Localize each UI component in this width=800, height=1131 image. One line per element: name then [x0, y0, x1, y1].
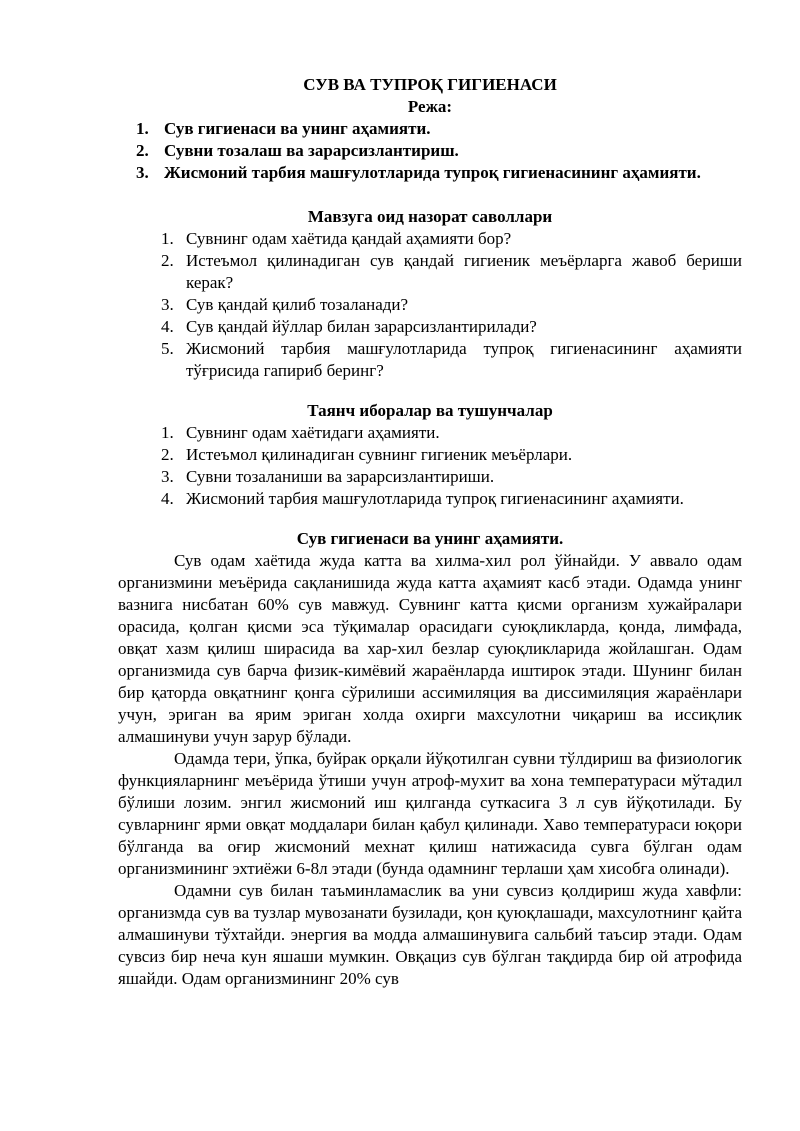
plan-item-number: 3.: [136, 163, 149, 182]
question-text: Сувнинг одам хаётида қандай аҳамияти бор?: [186, 229, 512, 248]
term-text: Сувни тозаланиши ва зарарсизлантириши.: [186, 467, 495, 486]
plan-item-number: 2.: [136, 141, 149, 160]
question-item: [118, 338, 742, 382]
plan-item: [118, 118, 742, 140]
question-text: Сув қандай қилиб тозаланади?: [186, 295, 409, 314]
term-number: 3.: [161, 467, 174, 486]
term-text: Истеъмол қилинадиган сувнинг гигиеник меъёрлари.: [186, 445, 573, 464]
question-item: [118, 250, 742, 294]
body-paragraph: Сув одам хаётида жуда катта ва хилма-хил рол ўйнайди. У аввало одам организмини меъёрида сақланишида жуда катта аҳамият касб этади. Одамда унинг вазнига нисбатан 60% сув мавжуд. Сувнинг катта қисми организм хужайралари орасида, қолган қисми эса тўқималар орасидаги суюқликларда, қонда, лимфада, овқат хазм қилиш ширасида ва хар-хил безлар суюқликларида жойлашган. Одам организмида сув барча физик-кимёвий жараёнларда иштирок этади. Шунинг билан бир қаторда овқатнинг қонга сўрилиши ассимиляция ва диссимиляция жараёнлари учун, эриган ва ярим эриган холда охирги махсулотни чиқариш ва иссиқлик алмашинуви учун зарур бўлади.: [118, 551, 742, 746]
question-text: Истеъмол қилинадиган сув қандай гигиеник меъёрларга жавоб бериши керак?: [186, 251, 742, 292]
term-number: 1.: [161, 423, 174, 442]
terms-heading: Таянч иборалар ва тушунчалар: [307, 401, 553, 420]
question-number: 4.: [161, 317, 174, 336]
plan-item-text: Жисмоний тарбия машғулотларида тупроқ гигиенасининг аҳамияти.: [164, 163, 701, 182]
term-item: [118, 444, 742, 466]
question-text: Жисмоний тарбия машғулотларида тупроқ гигиенасининг аҳамияти тўғрисида гапириб беринг?: [186, 339, 742, 380]
term-text: Жисмоний тарбия машғулотларида тупроқ гигиенасининг аҳамияти.: [186, 489, 684, 508]
question-number: 5.: [161, 339, 174, 358]
spacer: [118, 382, 742, 400]
plan-item: [118, 162, 742, 184]
question-number: 3.: [161, 295, 174, 314]
question-item: [118, 316, 742, 338]
term-item: [118, 488, 742, 510]
body-paragraph: Одамни сув билан таъминламаслик ва уни сувсиз қолдириш жуда хавфли: организмда сув ва тузлар мувозанати бузилади, қон қуюқлашади, махсулотнинг қайта алмашинуви тўхтайди. энергия ва модда алмашинувига сальбий таъсир этади. Одам сувсиз бир неча кун яшаши мумкин. Овқациз сув бўлган тақдирда бир ой атрофида яшайди. Одам организмининг 20% сув: [118, 881, 742, 988]
spacer: [118, 510, 742, 528]
question-number: 1.: [161, 229, 174, 248]
terms-list: [118, 422, 742, 510]
question-number: 2.: [161, 251, 174, 270]
questions-heading: Мавзуга оид назорат саволлари: [307, 207, 553, 226]
question-item: [118, 228, 742, 250]
plan-item-number: 1.: [136, 119, 149, 138]
questions-list: [118, 228, 742, 382]
term-item: [118, 422, 742, 444]
term-number: 4.: [161, 489, 174, 508]
spacer: [118, 184, 742, 206]
document-page: [118, 74, 742, 990]
section-heading: Сув гигиенаси ва унинг аҳамияти.: [296, 529, 564, 548]
body-paragraph: Одамда тери, ўпка, буйрак орқали йўқотилган сувни тўлдириш ва физиологик функцияларнинг меъёрида ўтиши учун атроф-мухит ва хона температураси мўтадил бўлиши лозим. энгил жисмоний иш қилганда суткасига 3 л сув йўқотилади. Бу сувларнинг ярми овқат моддалари билан қабул қилинади. Хаво температураси юқори бўлганда ва оғир жисмоний мехнат қилиш натижасида сувга бўлган одам организмининг эхтиёжи 6-8л этади (бунда одамнинг терлаши ҳам хисобга олинади).: [118, 749, 742, 878]
term-number: 2.: [161, 445, 174, 464]
document-title: СУВ ВА ТУПРОҚ ГИГИЕНАСИ: [303, 75, 557, 94]
question-item: [118, 294, 742, 316]
plan-list: [118, 118, 742, 184]
plan-item: [118, 140, 742, 162]
plan-item-text: Сувни тозалаш ва зарарсизлантириш.: [164, 141, 459, 160]
question-text: Сув қандай йўллар билан зарарсизлантирилади?: [186, 317, 537, 336]
plan-item-text: Сув гигиенаси ва унинг аҳамияти.: [164, 119, 431, 138]
term-text: Сувнинг одам хаётидаги аҳамияти.: [186, 423, 440, 442]
plan-label: Режа:: [407, 97, 453, 116]
term-item: [118, 466, 742, 488]
